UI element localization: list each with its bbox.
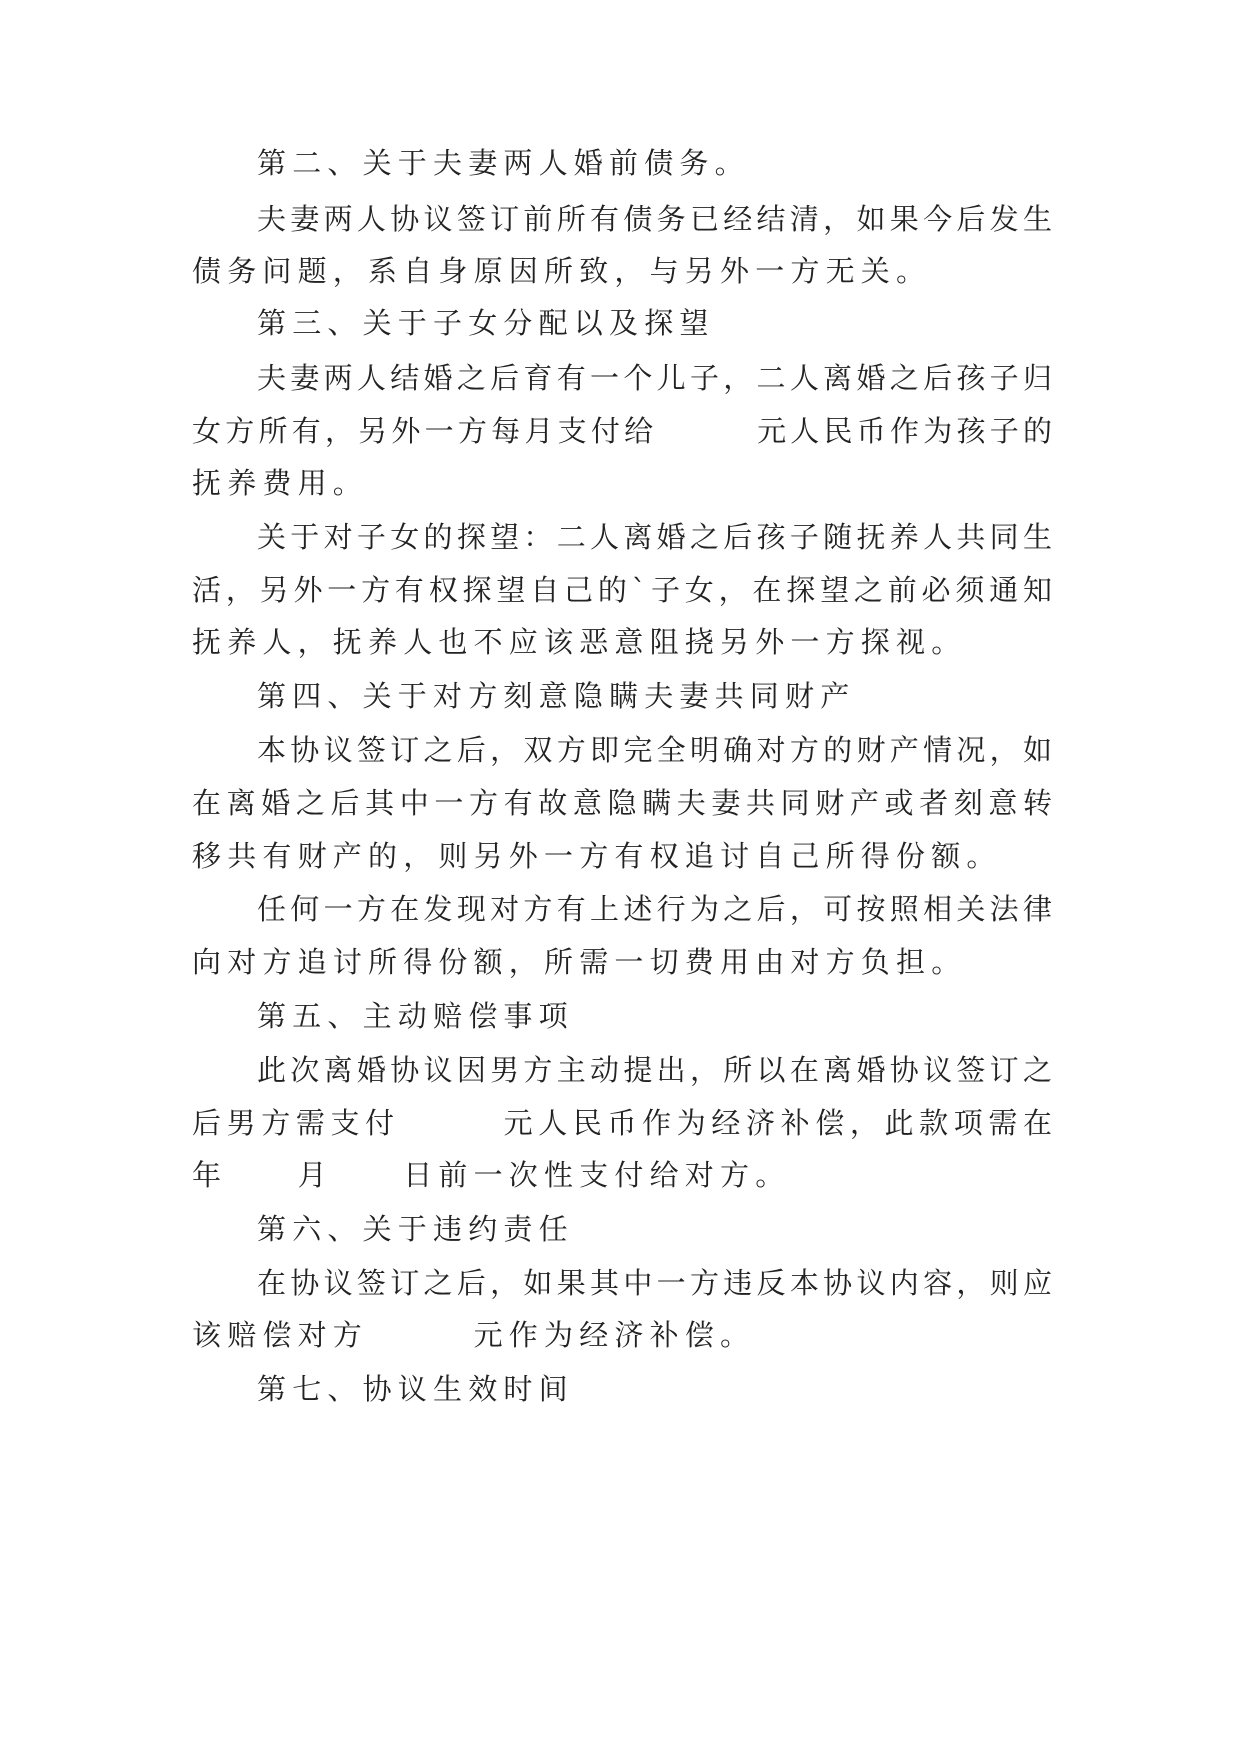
section-2-paragraph-line-1: 夫妻两人协议签订前所有债务已经结清，如果今后发生	[257, 202, 1052, 236]
section-4-paragraph-2-line-2: 向对方追讨所得份额，所需一切费用由对方负担。	[192, 945, 967, 979]
section-6-paragraph-line-1: 在协议签订之后，如果其中一方违反本协议内容，则应	[257, 1266, 1052, 1300]
section-4-paragraph-1-line-3: 移共有财产的，则另外一方有权追讨自己所得份额。	[192, 839, 1002, 873]
section-5-heading: 第五、主动赔偿事项	[257, 999, 574, 1033]
section-4-paragraph-1-line-2: 在离婚之后其中一方有故意隐瞒夫妻共同财产或者刻意转	[192, 786, 1052, 820]
section-5-paragraph-line-2: 后男方需支付 元人民币作为经济补偿，此款项需在	[192, 1106, 1052, 1140]
section-6-paragraph-line-2: 该赔偿对方 元作为经济补偿。	[192, 1318, 756, 1352]
section-4-heading: 第四、关于对方刻意隐瞒夫妻共同财产	[257, 679, 856, 713]
section-6-heading: 第六、关于违约责任	[257, 1212, 574, 1246]
section-5-paragraph-line-1: 此次离婚协议因男方主动提出，所以在离婚协议签订之	[257, 1053, 1052, 1087]
section-3-paragraph-1-line-3: 抚养费用。	[192, 466, 369, 500]
section-4-paragraph-1-line-1: 本协议签订之后，双方即完全明确对方的财产情况，如	[257, 733, 1052, 767]
section-3-heading: 第三、关于子女分配以及探望	[257, 306, 715, 340]
section-3-paragraph-2-line-3: 抚养人，抚养人也不应该恶意阻挠另外一方探视。	[192, 625, 967, 659]
section-7-heading: 第七、协议生效时间	[257, 1372, 574, 1406]
section-3-paragraph-1-line-2: 女方所有，另外一方每月支付给 元人民币作为孩子的	[192, 414, 1052, 448]
section-2-heading: 第二、关于夫妻两人婚前债务。	[257, 146, 750, 180]
section-3-paragraph-1-line-1: 夫妻两人结婚之后育有一个儿子，二人离婚之后孩子归	[257, 361, 1052, 395]
section-4-paragraph-2-line-1: 任何一方在发现对方有上述行为之后，可按照相关法律	[257, 892, 1052, 926]
section-2-paragraph-line-2: 债务问题，系自身原因所致，与另外一方无关。	[192, 254, 932, 288]
section-3-paragraph-2-line-1: 关于对子女的探望：二人离婚之后孩子随抚养人共同生	[257, 520, 1052, 554]
section-5-paragraph-line-3: 年 月 日前一次性支付给对方。	[192, 1158, 791, 1192]
section-3-paragraph-2-line-2: 活，另外一方有权探望自己的`子女，在探望之前必须通知	[192, 573, 1052, 607]
